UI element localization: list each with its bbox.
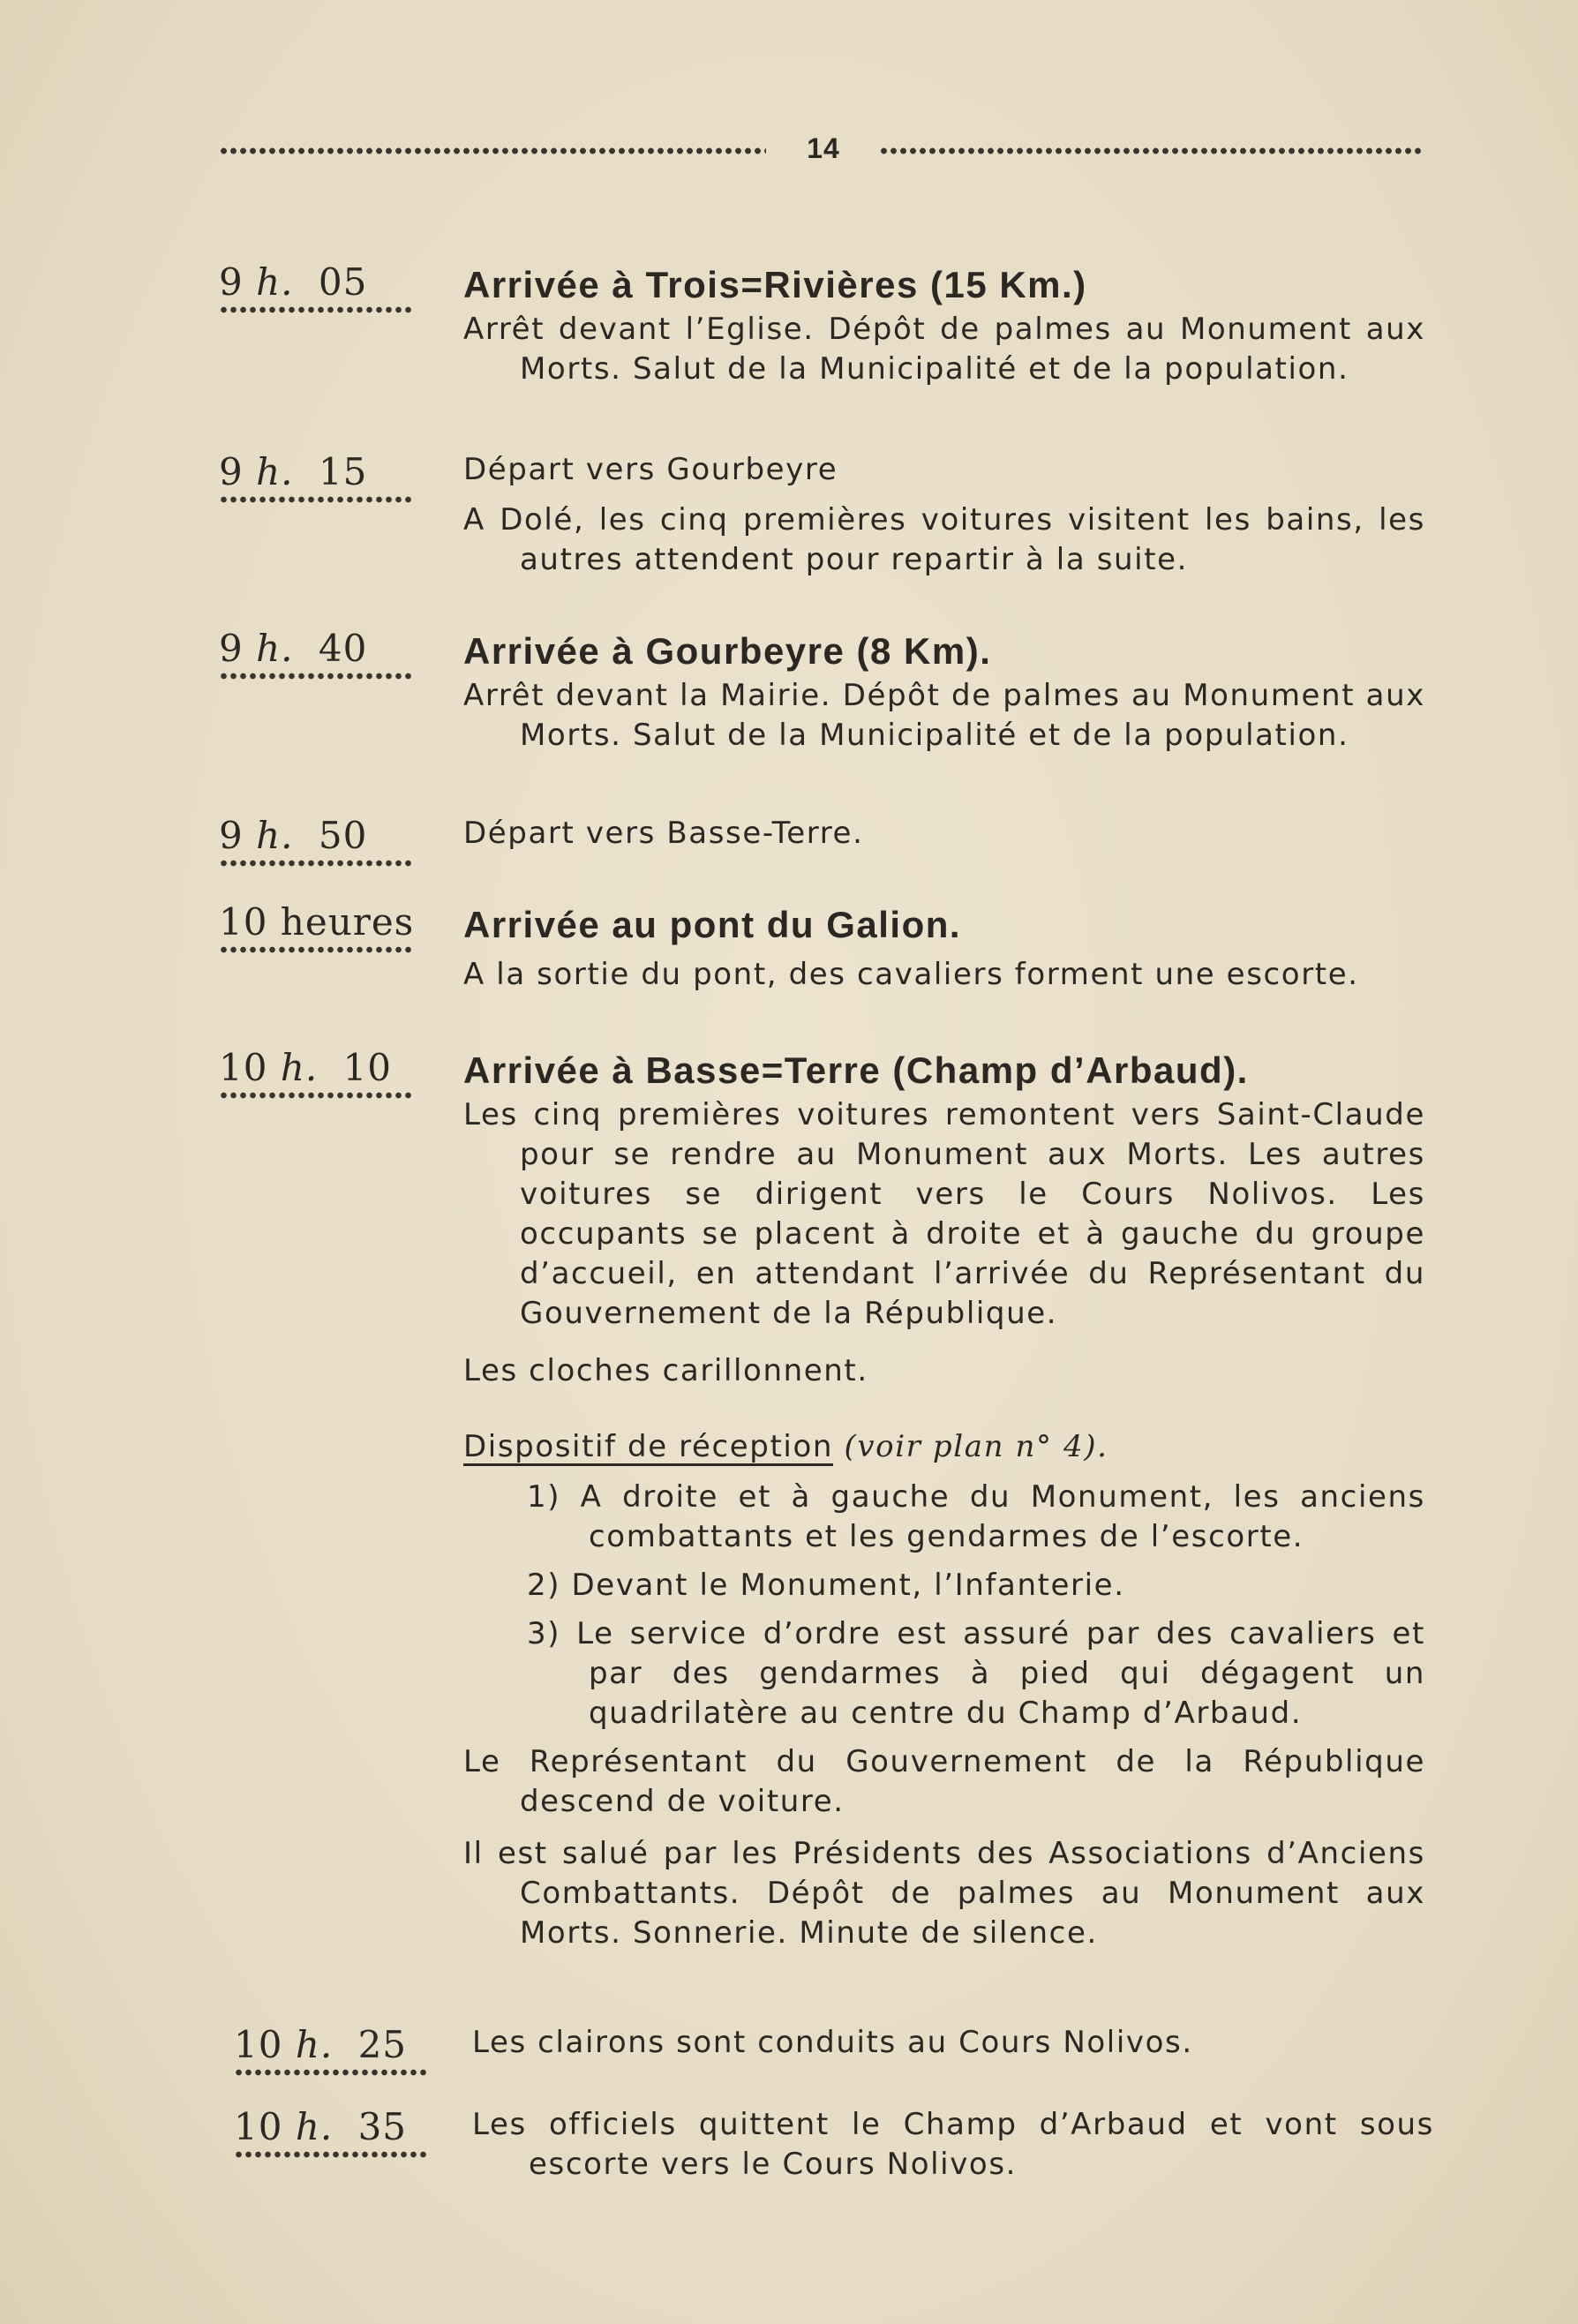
header-dot-leader-right — [879, 147, 1421, 155]
time-label: 9 h. 15 — [219, 450, 368, 493]
entry-heading: Arrivée à Gourbeyre (8 Km). — [463, 630, 992, 672]
time-dot-leader — [219, 1091, 415, 1100]
entry-body — [463, 1046, 1425, 1962]
entry-body — [463, 814, 1425, 862]
entry-paragraph: Le Représentant du Gouvernement de la République descend de voiture. — [463, 1744, 1425, 1819]
numbered-item: 2) Devant le Monument, l’Infanterie. — [527, 1568, 1125, 1603]
numbered-item: 3) Le service d’ordre est assuré par des cavaliers et par des gendarmes à pied qui dégagent un quadrilatère au centre du Champ d’Arbaud. — [527, 1616, 1425, 1731]
entry-paragraph: Arrêt devant l’Eglise. Dépôt de palmes au Monument aux Morts. Salut de la Municipalité et de la population. — [463, 312, 1425, 387]
time-dot-leader — [219, 945, 415, 954]
entry-body — [463, 260, 1425, 398]
entry-paragraph: Départ vers Basse-Terre. — [463, 816, 864, 851]
dispositif-section — [463, 1426, 1425, 1953]
entry-body — [463, 627, 1425, 764]
time-dot-leader — [219, 859, 415, 868]
time-dot-leader — [219, 305, 415, 314]
time-column — [219, 900, 415, 954]
time-column — [234, 2023, 430, 2077]
time-column — [219, 1046, 415, 1100]
entry-paragraph: Arrêt devant la Mairie. Dépôt de palmes au Monument aux Morts. Salut de la Municipalité et de la population. — [463, 678, 1425, 753]
page-header — [219, 132, 1421, 171]
page-number: 14 — [807, 132, 840, 164]
numbered-item: 1) A droite et à gauche du Monument, les anciens combattants et les gendarmes de l’escorte. — [527, 1479, 1425, 1554]
plan-reference: (voir plan n° 4). — [844, 1429, 1108, 1464]
time-column — [219, 627, 415, 681]
entry-body — [463, 900, 1425, 1004]
entry-paragraph: A la sortie du pont, des cavaliers forment une escorte. — [463, 957, 1359, 992]
time-dot-leader — [219, 495, 415, 504]
entry-heading: Arrivée au pont du Galion. — [463, 904, 962, 945]
time-label: 9 h. 40 — [219, 627, 368, 670]
time-label: 9 h. 50 — [219, 814, 368, 857]
entry-heading: Arrivée à Basse=Terre (Champ d’Arbaud). — [463, 1049, 1249, 1091]
time-label: 10 heures — [219, 900, 415, 944]
entry-body — [472, 2023, 1434, 2072]
time-column — [234, 2105, 430, 2159]
time-column — [219, 814, 415, 868]
time-dot-leader — [219, 672, 415, 681]
entry-paragraph: Les cinq premières voitures remontent vers Saint-Claude pour se rendre au Monument aux Morts. Les autres voitures se dirigent vers le Cours Nolivos. Les occupants se placent à droite et à gauche du groupe d’accueil, en attendant l’arrivée du Représentant du Gouvernement de la République. — [463, 1097, 1425, 1331]
time-dot-leader — [234, 2068, 430, 2077]
time-label: 10 h. 35 — [234, 2105, 408, 2148]
entry-body — [472, 2105, 1434, 2193]
entry-paragraph: Départ vers Gourbeyre — [463, 452, 838, 487]
time-column — [219, 260, 415, 314]
time-label: 9 h. 05 — [219, 260, 368, 304]
time-label: 10 h. 25 — [234, 2023, 408, 2066]
entry-heading: Arrivée à Trois=Rivières (15 Km.) — [463, 264, 1087, 305]
entry-paragraph: Les cloches carillonnent. — [463, 1353, 868, 1388]
time-label: 10 h. 10 — [219, 1046, 393, 1089]
dispositif-heading — [463, 1426, 1425, 1467]
entry-paragraph: Il est salué par les Présidents des Associations d’Anciens Combattants. Dépôt de palmes au Monument aux Morts. Sonnerie. Minute de silence. — [463, 1836, 1425, 1951]
entry-body — [463, 450, 1425, 589]
entry-paragraph: Les officiels quittent le Champ d’Arbaud et vont sous escorte vers le Cours Nolivos. — [472, 2107, 1434, 2182]
entry-paragraph: A Dolé, les cinq premières voitures visitent les bains, les autres attendent pour repartir à la suite. — [463, 502, 1425, 577]
header-dot-leader-left — [219, 147, 766, 155]
entry-paragraph: Les clairons sont conduits au Cours Nolivos. — [472, 2025, 1193, 2060]
time-dot-leader — [234, 2150, 430, 2159]
dispositif-title: Dispositif de réception — [463, 1429, 834, 1464]
time-column — [219, 450, 415, 504]
